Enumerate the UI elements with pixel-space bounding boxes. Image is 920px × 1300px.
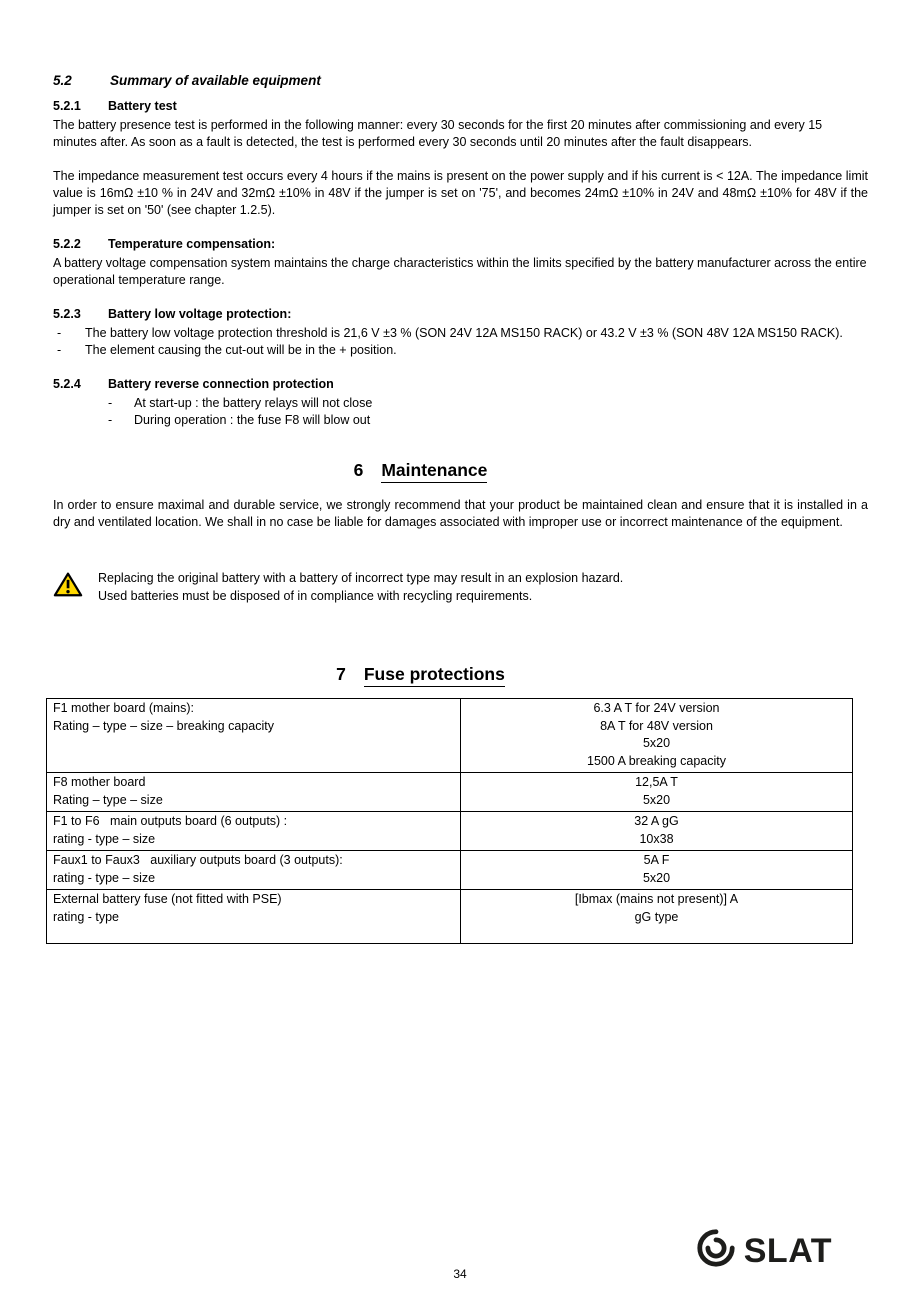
list-item: [105, 395, 868, 412]
fuse-row-label: [47, 699, 461, 773]
cell-line: Rating – type – size – breaking capacity: [53, 718, 274, 733]
heading-5-2-1-title: Battery test: [108, 99, 177, 113]
heading-5-2-1-number: 5.2.1: [53, 99, 81, 113]
heading-5-2-3: [53, 306, 868, 323]
reverse-connection-list: [105, 395, 868, 429]
heading-5-2-2-title: Temperature compensation:: [108, 237, 276, 251]
heading-5-2: [53, 72, 868, 89]
list-item-text: During operation : the fuse F8 will blow out: [134, 413, 371, 427]
cell-line: rating - type – size: [53, 831, 156, 846]
maintenance-paragraph: In order to ensure maximal and durable service, we strongly recommend that your product be maintained clean and ensure that it is installed in a dry and ventilated location. We shall in no case be liable for damages associated with improper use or incorrect maintenance of the equipment.: [53, 498, 868, 529]
fuse-row-value: [461, 812, 853, 851]
fuse-row-label: [47, 812, 461, 851]
fuse-row-label: [47, 890, 461, 944]
bullet-marker: -: [57, 326, 62, 340]
list-item-text: The battery low voltage protection threshold is 21,6 V ±3 % (SON 24V 12A MS150 RACK) or 43.2 V ±3 % (SON 48V 12A MS150 RACK).: [85, 326, 843, 340]
heading-5-2-4-number: 5.2.4: [53, 377, 81, 391]
table-row: [47, 812, 853, 851]
fuse-row-value: [461, 773, 853, 812]
heading-5-2-3-number: 5.2.3: [53, 307, 81, 321]
slat-logo-icon: [695, 1227, 737, 1274]
bullet-marker: -: [57, 343, 62, 357]
heading-7-number: 7: [336, 664, 346, 684]
cell-line: 8A T for 48V version: [600, 718, 713, 733]
slat-logo-text: SLAT: [743, 1231, 832, 1270]
heading-5-2-4: [53, 376, 868, 393]
fuse-row-value: [461, 851, 853, 890]
cell-line: rating - type: [53, 909, 120, 924]
cell-line: gG type: [634, 909, 679, 924]
table-row: [47, 851, 853, 890]
fuse-row-value: [461, 699, 853, 773]
heading-5-2-2-number: 5.2.2: [53, 237, 81, 251]
battery-test-paragraph-2: The impedance measurement test occurs every 4 hours if the mains is present on the power supply and if his current is < 12A. The impedance limit value is 16mΩ ±10 % in 24V and 32mΩ ±10% in 48V if the jumper is set on '75', and becomes 24mΩ ±10% in 24V and 48mΩ ±10% for 48V if the jumper is set on '50' (see chapter 1.2.5).: [53, 169, 868, 217]
table-row: [47, 773, 853, 812]
list-item: [105, 412, 868, 429]
cell-line: 5A F: [643, 853, 670, 867]
cell-line: 5x20: [642, 736, 671, 750]
fuse-row-label: [47, 851, 461, 890]
heading-6-maintenance: [53, 459, 788, 483]
heading-5-2-2: [53, 236, 868, 253]
heading-5-2-3-title: Battery low voltage protection:: [108, 307, 292, 321]
heading-5-2-number: 5.2: [53, 73, 72, 88]
heading-7-title: Fuse protections: [364, 663, 505, 687]
heading-7-fuse-protections: [53, 663, 788, 687]
cell-line: 6.3 A T for 24V version: [593, 701, 720, 715]
battery-test-paragraph-1: The battery presence test is performed in the following manner: every 30 seconds for the first 20 minutes after commissioning and every 15 minutes after. As soon as a fault is detected, the test is performed every 30 seconds until 20 minutes after the fault disappears.: [53, 118, 823, 149]
heading-5-2-4-title: Battery reverse connection protection: [108, 377, 334, 391]
cell-line: F1 to F6 main outputs board (6 outputs) :: [53, 814, 288, 828]
list-item-text: The element causing the cut-out will be in the + position.: [85, 343, 397, 357]
list-item-text: At start-up : the battery relays will not close: [134, 396, 373, 410]
bullet-marker: -: [108, 396, 113, 410]
cell-line: F1 mother board (mains):: [53, 701, 195, 715]
heading-6-title: Maintenance: [381, 459, 487, 483]
low-voltage-protection-list: [53, 325, 868, 359]
cell-line: [Ibmax (mains not present)] A: [574, 892, 739, 906]
slat-logo: [695, 1227, 832, 1274]
heading-5-2-title: Summary of available equipment: [110, 73, 321, 88]
warning-line-2: Used batteries must be disposed of in compliance with recycling requirements.: [98, 589, 533, 603]
cell-line: 10x38: [639, 831, 674, 846]
table-row: [47, 699, 853, 773]
cell-line: 1500 A breaking capacity: [587, 753, 726, 768]
warning-block: [53, 569, 868, 605]
warning-text: [98, 569, 868, 605]
cell-line: 12,5A T: [635, 775, 678, 789]
cell-line: External battery fuse (not fitted with PSE): [53, 892, 282, 906]
list-item: [53, 342, 868, 359]
heading-6-number: 6: [353, 460, 364, 480]
cell-line: Rating – type – size: [53, 792, 163, 807]
warning-line-1: Replacing the original battery with a battery of incorrect type may result in an explosion hazard.: [98, 571, 624, 585]
fuse-row-value: [461, 890, 853, 944]
cell-line: Faux1 to Faux3 auxiliary outputs board (3 outputs):: [53, 853, 343, 867]
cell-line: 5x20: [642, 870, 671, 885]
list-item: [53, 325, 868, 342]
fuse-protections-table: [46, 698, 853, 944]
cell-line: F8 mother board: [53, 775, 146, 789]
table-row: [47, 890, 853, 944]
warning-triangle-icon: [53, 571, 83, 603]
bullet-marker: -: [108, 413, 113, 427]
page-number: 34: [453, 1267, 467, 1281]
heading-5-2-1: [53, 98, 868, 115]
cell-line: rating - type – size: [53, 870, 156, 885]
temperature-compensation-paragraph: A battery voltage compensation system maintains the charge characteristics within the limits specified by the battery manufacturer across the entire operational temperature range.: [53, 256, 867, 287]
cell-line: 32 A gG: [634, 814, 679, 828]
fuse-row-label: [47, 773, 461, 812]
cell-line: 5x20: [642, 792, 671, 807]
